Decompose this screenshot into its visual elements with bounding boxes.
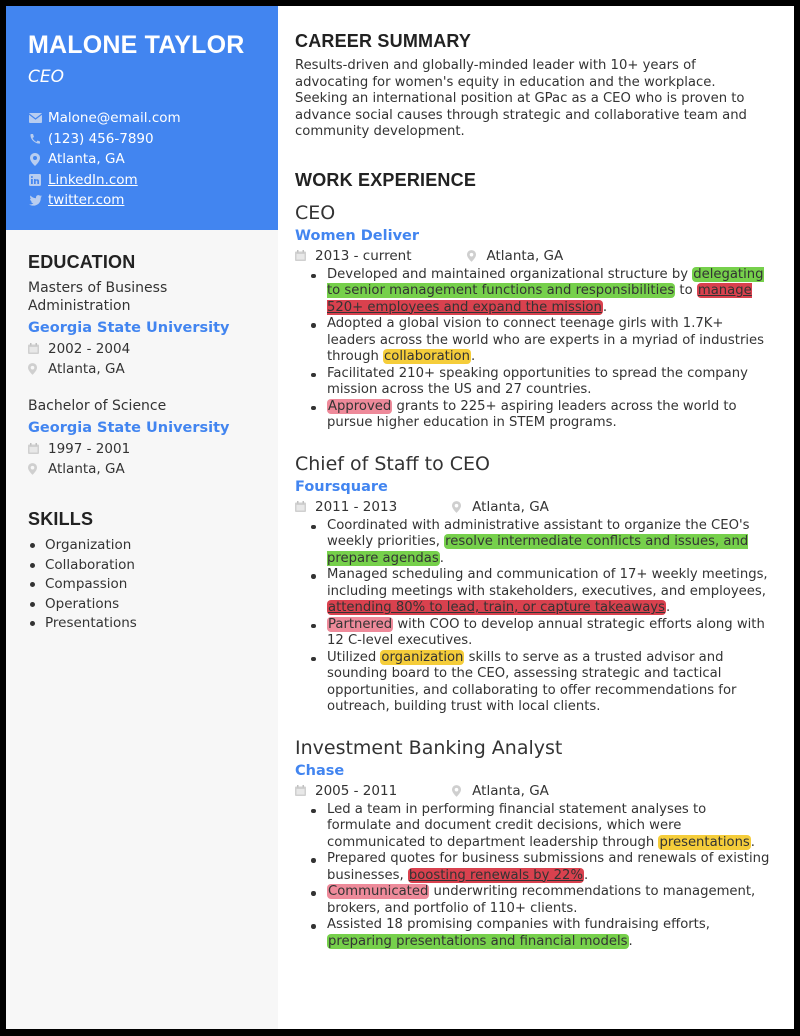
map-pin-icon — [452, 501, 464, 513]
job-location — [467, 247, 564, 265]
job-list — [295, 201, 772, 951]
calendar-icon — [295, 501, 307, 513]
job-entry — [295, 736, 772, 951]
education-section — [6, 252, 278, 479]
company-name: Foursquare — [295, 478, 388, 495]
skills-list — [28, 536, 256, 634]
job-meta — [295, 247, 772, 265]
calendar-icon — [28, 443, 40, 455]
skill-item — [28, 575, 256, 595]
school: Georgia State University — [28, 320, 230, 336]
location-text: Atlanta, GA — [486, 247, 564, 264]
map-pin-icon — [467, 250, 479, 262]
job-location — [452, 498, 549, 516]
job-bullets — [307, 267, 772, 432]
twitter-link[interactable]: twitter.com — [48, 192, 125, 208]
resume-page — [6, 6, 794, 1029]
experience-section — [295, 169, 772, 951]
education-item — [28, 279, 256, 379]
edu-dates — [28, 439, 256, 459]
contact-location — [28, 149, 256, 170]
job-dates: 2011 - 2013 — [315, 498, 398, 515]
highlight-yellow: presentations — [659, 834, 750, 850]
bullet-icon — [30, 563, 35, 568]
contact-email — [28, 108, 256, 129]
main-content — [278, 6, 794, 1029]
location-text: Atlanta, GA — [472, 782, 549, 799]
highlight-yellow: organization — [381, 649, 464, 665]
job-dates: 2005 - 2011 — [315, 782, 398, 799]
phone-text[interactable]: (123) 456-7890 — [48, 130, 154, 147]
bullet-item: Utilized organization skills to serve as a trusted advisor and sounding board to the CEO, assessing strategic and tactical opportunities, and collaborating to offer recommendations for outreach, building trust with local clients. — [307, 650, 772, 716]
bullet-icon — [30, 582, 35, 587]
phone-icon — [28, 132, 42, 146]
highlight-yellow: collaboration — [384, 349, 470, 364]
bullet-item: Approved grants to 225+ aspiring leaders across the world to pursue higher education in STEM programs. — [307, 399, 772, 432]
bullet-item: Adopted a global vision to connect teenage girls with 1.7K+ leaders across the world who are experts in a myriad of industries through collaboration. — [307, 316, 772, 366]
bullet-item: Partnered with COO to develop annual strategic efforts along with 12 C-level executives. — [307, 617, 772, 650]
highlight-green: preparing presentations and financial models — [328, 933, 628, 949]
location-text: Atlanta, GA — [48, 361, 125, 377]
contact-list — [28, 108, 256, 211]
school: Georgia State University — [28, 420, 230, 436]
bullet-item: Facilitated 210+ speaking opportunities to spread the company mission across the US and 27 countries. — [307, 366, 772, 399]
bullet-icon — [30, 602, 35, 607]
skills-title: SKILLS — [28, 509, 94, 529]
edu-location — [28, 359, 256, 379]
highlight-red: manage 520+ employees and expand the mission — [327, 283, 752, 315]
degree: Bachelor of Science — [28, 398, 167, 414]
bullet-item: Assisted 18 promising companies with fundraising efforts, preparing presentations and financial models. — [307, 917, 772, 950]
location-text: Atlanta, GA — [48, 151, 125, 167]
job-bullets — [307, 802, 772, 951]
job-title: Investment Banking Analyst — [295, 736, 563, 759]
job-entry — [295, 452, 772, 716]
skill-label: Collaboration — [45, 556, 135, 573]
edu-dates — [28, 339, 256, 359]
education-item — [28, 397, 256, 479]
bullet-icon — [30, 621, 35, 626]
calendar-icon — [295, 250, 307, 262]
job-dates: 2013 - current — [315, 247, 412, 264]
skill-label: Organization — [45, 537, 132, 553]
job-title: CEO — [295, 201, 336, 224]
contact-twitter — [28, 190, 256, 211]
contact-phone — [28, 129, 256, 150]
degree: Masters of Business Administration — [28, 280, 168, 314]
location-text: Atlanta, GA — [472, 498, 549, 515]
bullet-item: Led a team in performing financial statement analyses to formulate and document credit decisions, which were communicated to department leadership through presentations. — [307, 802, 772, 852]
bullet-item: Communicated underwriting recommendations to management, brokers, and portfolio of 110+ clients. — [307, 884, 772, 917]
bullet-item: Prepared quotes for business submissions and renewals of existing businesses, boosting renewals by 22%. — [307, 851, 772, 884]
skill-label: Presentations — [45, 615, 137, 631]
bullet-icon — [30, 543, 35, 548]
highlight-green: delegating to senior management functions and responsibilities — [327, 266, 764, 298]
company-name: Chase — [295, 762, 345, 779]
summary-text: Results-driven and globally-minded leader with 10+ years of advocating for women's equity in education and the workplace. Seeking an international position at GPac as a CEO who is proven to advance social causes through strategic and collaborative team and community development. — [295, 58, 747, 139]
skill-item — [28, 595, 256, 615]
email-text[interactable]: Malone@email.com — [48, 110, 181, 126]
map-pin-icon — [452, 785, 464, 797]
education-title: EDUCATION — [28, 252, 136, 272]
skills-section — [6, 509, 278, 634]
highlight-pink: Approved — [328, 398, 392, 414]
envelope-icon — [28, 111, 42, 125]
job-meta — [295, 498, 772, 516]
dates-text: 2002 - 2004 — [48, 341, 131, 357]
highlight-pink: Communicated — [328, 884, 429, 899]
skill-label: Operations — [45, 595, 120, 612]
candidate-name: MALONE TAYLOR — [28, 31, 245, 59]
highlight-red: attending 80% to lead, train, or capture takeaways — [328, 600, 665, 615]
skill-label: Compassion — [45, 576, 128, 592]
sidebar — [6, 6, 278, 1029]
header-block — [6, 6, 278, 230]
job-title: Chief of Staff to CEO — [295, 452, 490, 475]
calendar-icon — [28, 343, 40, 355]
twitter-icon — [28, 193, 42, 207]
calendar-icon — [295, 785, 307, 797]
linkedin-icon — [28, 173, 42, 187]
bullet-item: Managed scheduling and communication of 17+ weekly meetings, including meetings with stakeholders, executives, and employees, attending 80% to lead, train, or capture takeaways. — [307, 567, 772, 617]
experience-title: WORK EXPERIENCE — [295, 169, 477, 190]
highlight-red: boosting renewals by 22% — [408, 867, 583, 883]
contact-linkedin — [28, 170, 256, 191]
summary-section — [295, 30, 772, 141]
highlight-green: resolve intermediate conflicts and issues, and prepare agendas — [327, 534, 749, 566]
bullet-item: Coordinated with administrative assistant to organize the CEO's weekly priorities, resolve intermediate conflicts and issues, and prepare agendas. — [307, 518, 772, 568]
map-pin-icon — [28, 152, 42, 166]
edu-location — [28, 459, 256, 479]
linkedin-link[interactable]: LinkedIn.com — [48, 171, 138, 188]
job-location — [452, 782, 549, 800]
company-name: Women Deliver — [295, 227, 420, 244]
job-bullets — [307, 518, 772, 716]
highlight-pink: Partnered — [328, 616, 393, 632]
job-meta — [295, 782, 772, 800]
skill-item — [28, 556, 256, 576]
job-entry — [295, 201, 772, 432]
dates-text: 1997 - 2001 — [48, 441, 131, 457]
candidate-role: CEO — [28, 67, 64, 87]
summary-title: CAREER SUMMARY — [295, 31, 472, 51]
map-pin-icon — [28, 363, 40, 375]
bullet-item: Developed and maintained organizational structure by delegating to senior management functions and responsibilities to manage 520+ employees and expand the mission. — [307, 267, 772, 317]
skill-item — [28, 614, 256, 634]
map-pin-icon — [28, 463, 40, 475]
skill-item — [28, 536, 256, 556]
location-text: Atlanta, GA — [48, 461, 125, 477]
